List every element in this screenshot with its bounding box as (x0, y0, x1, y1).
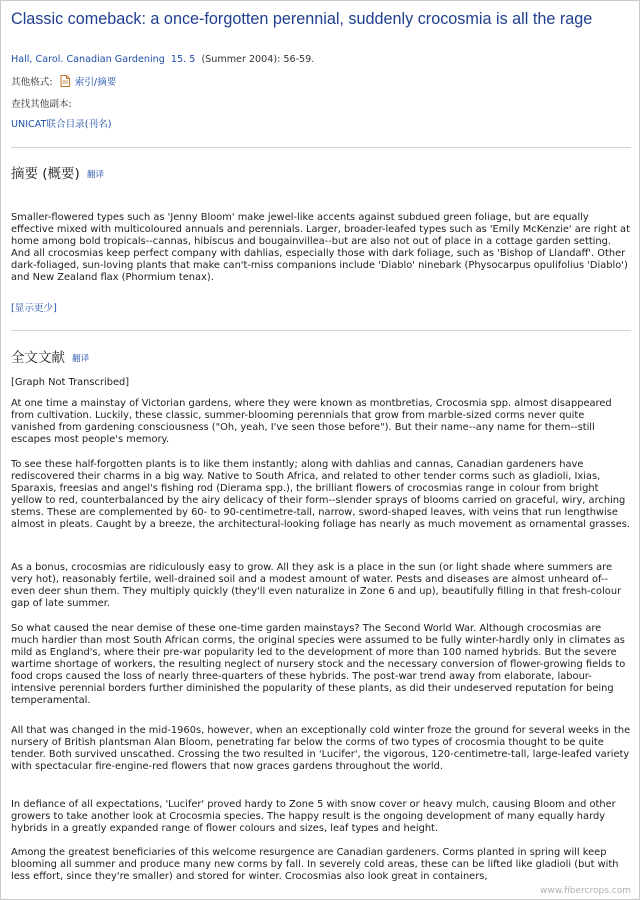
abstract-translate-link[interactable]: 翻译 (86, 170, 105, 180)
fulltext-paragraph: All that was changed in the mid-1960s, however, when an exceptionally cold winter froze the ground for several weeks in the nursery of British plantsman Alan Bloom, penetrating far below the corms of two types of crocosmia thought to be quite tender. Both survived unscathed. Crossing the two resulted in 'Lucifer', the vigorous, 120-centimetre-tall, large-leafed variety with spectacular fire-engine-red flowers that now graces gardens throughout the world. (11, 725, 631, 772)
fulltext-heading (11, 346, 89, 366)
fulltext-paragraph: To see these half-forgotten plants is to like them instantly; along with dahlias and cannas, Canadian gardeners have rediscovered their charms in a big way. Native to South Africa, and related to other tender corms such as gladioli, Ixias, Sparaxis, freesias and angel's fishing rod (Dierama spp.), the brilliant flowers of crocosmias range in colour from bright yellow to red, counterbalanced by the airy delicacy of their form--slender sprays of blooms carried on graceful, wiry, arching stems. These are complemented by 60- to 90-centimetre-tall, narrow, sword-shaped leaves, with veins that run lengthwise almost in pleats. Caught by a breeze, the architectural-looking foliage has nearly as much movement as ornamental grasses. (11, 459, 631, 530)
citation (11, 54, 314, 65)
fulltext-paragraph: Among the greatest beneficiaries of this welcome resurgence are Canadian gardeners. Corms planted in spring will keep blooming all summer and produce many new corms by fall. In severely cold areas, these can be lifted like gladioli (but with less effort, since they're smaller) and stored for winter. Crocosmias also look great in containers, (11, 847, 619, 882)
other-formats-row (11, 74, 116, 88)
fulltext-translate-link[interactable]: 翻译 (72, 354, 90, 364)
article-title: Classic comeback: a once-forgotten perennial, suddenly crocosmia is all the rage (11, 10, 593, 28)
watermark: www.fibercrops.com (540, 886, 631, 896)
divider (11, 147, 631, 148)
document-icon (60, 75, 70, 87)
divider (11, 330, 631, 331)
volume-link[interactable]: 15. 5 (170, 54, 196, 65)
fulltext-paragraph: So what caused the near demise of these one-time garden mainstays? The Second World War. Although crocosmias are much hardier than most South African corms, the original species were assumed to be fully winter-hardly only in climates as mild as England's, where their pre-war popularity led to the development of more than 100 named hybrids. But the severe wartime shortage of workers, the resulting neglect of nursery stock and the necessary conversion of flower-growing fields to food crops caused the loss of nearly three-quarters of these hybrids. The post-war trend away from elaborate, labour-intensive perennial borders further diminished the popularity of these plants, as did their undeserved reputation for being temperamental. (11, 623, 626, 706)
unicat-link[interactable]: UNICAT联合目录(刊名) (11, 119, 112, 130)
abstract-heading (11, 162, 104, 182)
fulltext-heading-label: 全文文献 (11, 350, 65, 366)
abstract-text: Smaller-flowered types such as 'Jenny Bloom' make jewel-like accents against subdued green foliage, but are equally effective mixed with multicoloured annuals and perennials. Larger, broader-leafed types such as 'Emily McKenzie' are right at home among bold tropicals--cannas, hibiscus and bougainvillea--but are also not out of place in a cottage garden setting. And all crocosmias keep perfect company with dahlias, especially those with dark foliage, such as 'Bishop of Llandaff'. Other dark-foliaged, sun-loving plants that make can't-miss companions include 'Diablo' ninebark (Physocarpus opulifolius 'Diablo') and New Zealand flax (Phormium tenax). (11, 212, 630, 283)
abstract-index-link[interactable]: 索引/摘要 (74, 77, 117, 88)
find-copy-label: 查找其他副本: (11, 99, 72, 110)
journal-link[interactable]: Canadian Gardening (66, 54, 165, 65)
show-less-link[interactable]: [显示更少] (11, 303, 57, 314)
fulltext-paragraph: In defiance of all expectations, 'Lucifer' proved hardy to Zone 5 with snow cover or heavy mulch, causing Bloom and other growers to take another look at Crocosmia species. The happy result is the ongoing development of many equally hardy hybrids in a greatly expanded range of flower colours and sizes, leaf types and height. (11, 799, 616, 834)
author-link[interactable]: Hall, Carol. (11, 54, 64, 65)
other-formats-label: 其他格式: (11, 77, 53, 88)
graph-note: [Graph Not Transcribed] (11, 377, 130, 388)
date-pages: (Summer 2004): 56-59. (201, 54, 315, 65)
fulltext-paragraph: At one time a mainstay of Victorian gardens, where they were known as montbretias, Crocosmia spp. almost disappeared from cultivation. Luckily, these classic, summer-blooming perennials that grow from marble-sized corms never quite vanished from gardening consciousness ("Oh, yeah, I've seen those before"). But their name--any name for them--still escapes most people's memory. (11, 398, 612, 445)
abstract-heading-label: 摘要 (概要) (11, 166, 80, 182)
fulltext-paragraph: As a bonus, crocosmias are ridiculously easy to grow. All they ask is a place in the sun (or light shade where summers are very hot), reasonably fertile, well-drained soil and a modest amount of water. Pests and diseases are almost unheard of--even deer shun them. They multiply quickly (they'll even naturalize in Zone 6 and up), beautifully filling in that fresh-colour gap of late summer. (11, 562, 622, 609)
